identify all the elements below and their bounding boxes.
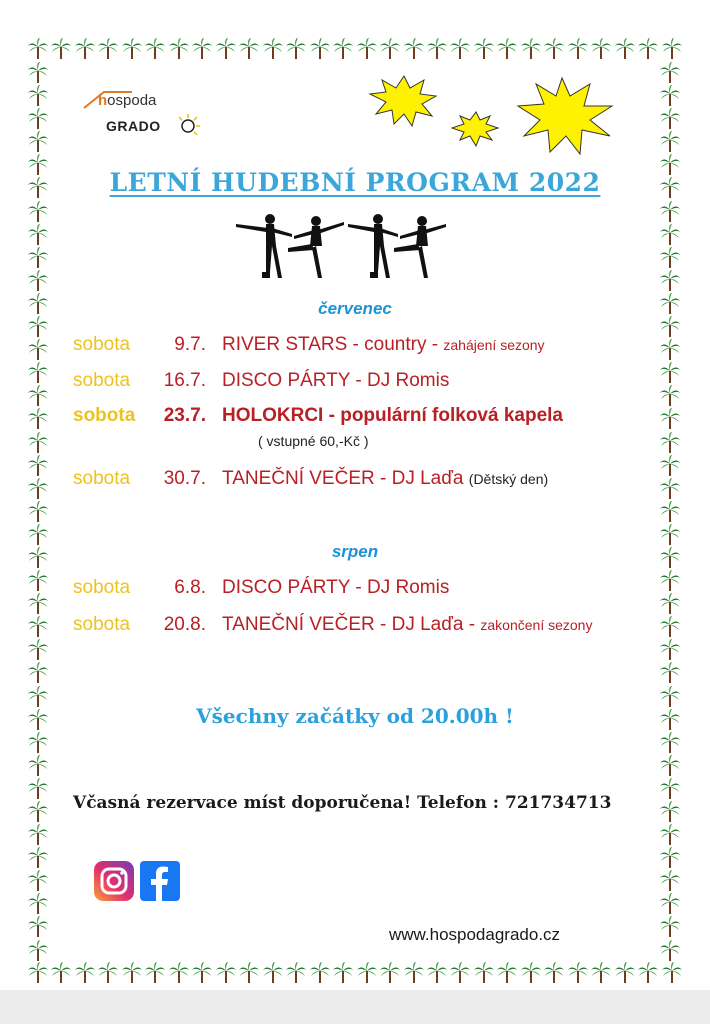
palm-tree-icon (660, 662, 680, 684)
palm-tree-icon (660, 501, 680, 523)
page-title: LETNÍ HUDEBNÍ PROGRAM 2022 (109, 168, 601, 197)
palm-tree-icon (216, 38, 236, 62)
palm-tree-icon (660, 801, 680, 823)
palm-tree-icon (28, 201, 48, 223)
event-day: sobota (73, 405, 136, 426)
palm-tree-icon (28, 62, 48, 84)
palm-tree-icon (660, 432, 680, 454)
palm-tree-icon (544, 962, 564, 986)
star-icon (452, 112, 498, 146)
palm-border-right (660, 62, 680, 962)
event-admission: ( vstupné 60,-Kč ) (258, 433, 369, 449)
palm-border-left (28, 62, 48, 962)
palm-tree-icon (310, 38, 330, 62)
event-date: 20.8. (163, 614, 206, 635)
palm-tree-icon (660, 108, 680, 130)
palm-tree-icon (521, 38, 541, 62)
palm-tree-icon (450, 38, 470, 62)
hospoda-grado-logo (82, 86, 202, 146)
palm-tree-icon (98, 38, 118, 62)
event-day: sobota (73, 334, 131, 355)
palm-tree-icon (28, 247, 48, 269)
event-row (0, 614, 710, 638)
event-name: DISCO PÁRTY - DJ Romis (222, 577, 450, 598)
palm-tree-icon (662, 38, 682, 62)
palm-tree-icon (239, 962, 259, 986)
palm-tree-icon (591, 962, 611, 986)
palm-tree-icon (28, 916, 48, 938)
palm-tree-icon (28, 131, 48, 153)
palm-tree-icon (474, 38, 494, 62)
event-row (0, 468, 710, 492)
palm-tree-icon (638, 38, 658, 62)
palm-tree-icon (192, 962, 212, 986)
month-heading-august: srpen (331, 542, 379, 561)
palm-tree-icon (474, 962, 494, 986)
event-day: sobota (73, 577, 131, 598)
palm-tree-icon (497, 38, 517, 62)
palm-tree-icon (286, 962, 306, 986)
palm-tree-icon (98, 962, 118, 986)
facebook-icon[interactable] (140, 861, 180, 901)
event-note: zakončení sezony (480, 617, 593, 633)
month-heading-july: červenec (318, 299, 392, 318)
event-name: TANEČNÍ VEČER - DJ Laďa (Dětský den) (222, 468, 549, 489)
event-note: (Dětský den) (468, 471, 549, 487)
event-note: zahájení sezony (443, 337, 545, 353)
palm-tree-icon (404, 962, 424, 986)
palm-tree-icon (51, 962, 71, 986)
event-day: sobota (73, 370, 131, 391)
palm-tree-icon (28, 847, 48, 869)
palm-tree-icon (51, 38, 71, 62)
palm-tree-icon (660, 62, 680, 84)
palm-tree-icon (591, 38, 611, 62)
palm-tree-icon (28, 662, 48, 684)
palm-tree-icon (427, 962, 447, 986)
palm-tree-icon (660, 270, 680, 292)
palm-tree-icon (28, 778, 48, 800)
palm-tree-icon (333, 962, 353, 986)
palm-tree-icon (660, 131, 680, 153)
event-date: 9.7. (174, 334, 206, 355)
palm-tree-icon (660, 755, 680, 777)
palm-tree-icon (662, 962, 682, 986)
palm-tree-icon (75, 962, 95, 986)
star-icon (370, 76, 436, 126)
palm-tree-icon (380, 962, 400, 986)
palm-tree-icon (660, 85, 680, 107)
event-name: TANEČNÍ VEČER - DJ Laďa - zakončení sezony (222, 614, 593, 635)
palm-tree-icon (660, 916, 680, 938)
palm-tree-icon (28, 962, 48, 986)
palm-tree-icon (568, 38, 588, 62)
palm-tree-icon (28, 85, 48, 107)
palm-tree-icon (28, 940, 48, 962)
palm-tree-icon (660, 847, 680, 869)
event-name: HOLOKRCI - populární folková kapela (222, 405, 563, 426)
reservation-notice: Včasná rezervace míst doporučena! Telefon : 721734713 (73, 793, 612, 813)
palm-tree-icon (28, 108, 48, 130)
palm-tree-icon (28, 801, 48, 823)
palm-tree-icon (286, 38, 306, 62)
palm-tree-icon (357, 962, 377, 986)
palm-tree-icon (28, 755, 48, 777)
palm-tree-icon (169, 38, 189, 62)
palm-tree-icon (333, 38, 353, 62)
palm-tree-icon (497, 962, 517, 986)
palm-tree-icon (169, 962, 189, 986)
palm-tree-icon (660, 639, 680, 661)
event-row (0, 334, 710, 358)
event-row (0, 577, 710, 601)
palm-tree-icon (568, 962, 588, 986)
palm-tree-icon (122, 962, 142, 986)
palm-tree-icon (660, 778, 680, 800)
palm-tree-icon (28, 38, 48, 62)
palm-tree-icon (28, 270, 48, 292)
palm-tree-icon (404, 38, 424, 62)
palm-tree-icon (28, 501, 48, 523)
palm-tree-icon (75, 38, 95, 62)
instagram-icon[interactable] (94, 861, 134, 901)
palm-tree-icon (28, 732, 48, 754)
palm-tree-icon (660, 940, 680, 962)
event-row (0, 370, 710, 394)
website-url[interactable]: www.hospodagrado.cz (389, 925, 561, 944)
palm-tree-icon (615, 38, 635, 62)
palm-tree-icon (380, 38, 400, 62)
palm-tree-icon (263, 38, 283, 62)
star-icon (518, 78, 612, 154)
palm-tree-icon (660, 224, 680, 246)
palm-border-bottom (28, 962, 682, 986)
palm-tree-icon (28, 893, 48, 915)
event-date: 30.7. (163, 468, 206, 489)
palm-tree-icon (216, 962, 236, 986)
palm-tree-icon (28, 824, 48, 846)
event-row-highlight (0, 405, 710, 429)
palm-tree-icon (310, 962, 330, 986)
palm-tree-icon (660, 824, 680, 846)
palm-tree-icon (122, 38, 142, 62)
start-time-notice: Všechny začátky od 20.00h ! (196, 704, 514, 728)
event-name: RIVER STARS - country - zahájení sezony (222, 334, 545, 355)
palm-tree-icon (660, 732, 680, 754)
palm-tree-icon (427, 38, 447, 62)
palm-tree-icon (544, 38, 564, 62)
palm-tree-icon (263, 962, 283, 986)
palm-tree-icon (615, 962, 635, 986)
event-date: 16.7. (163, 370, 206, 391)
palm-tree-icon (450, 962, 470, 986)
palm-tree-icon (660, 247, 680, 269)
palm-tree-icon (239, 38, 259, 62)
event-date: 23.7. (163, 405, 206, 426)
palm-tree-icon (192, 38, 212, 62)
palm-tree-icon (521, 962, 541, 986)
logo-hospoda-text: hospoda (98, 92, 157, 109)
event-name: DISCO PÁRTY - DJ Romis (222, 370, 450, 391)
sun-icon (179, 114, 200, 135)
palm-border-top (28, 38, 682, 62)
palm-tree-icon (145, 962, 165, 986)
palm-tree-icon (28, 870, 48, 892)
event-day: sobota (73, 614, 131, 635)
event-date: 6.8. (174, 577, 206, 598)
palm-tree-icon (638, 962, 658, 986)
palm-tree-icon (145, 38, 165, 62)
palm-tree-icon (28, 432, 48, 454)
palm-tree-icon (660, 893, 680, 915)
palm-tree-icon (357, 38, 377, 62)
sunburst-stars (366, 74, 636, 164)
event-day: sobota (73, 468, 131, 489)
palm-tree-icon (660, 870, 680, 892)
dancers-silhouette-icon (232, 212, 448, 284)
palm-tree-icon (28, 224, 48, 246)
palm-tree-icon (660, 201, 680, 223)
logo-grado-text: GRADO (106, 118, 161, 134)
palm-tree-icon (28, 639, 48, 661)
